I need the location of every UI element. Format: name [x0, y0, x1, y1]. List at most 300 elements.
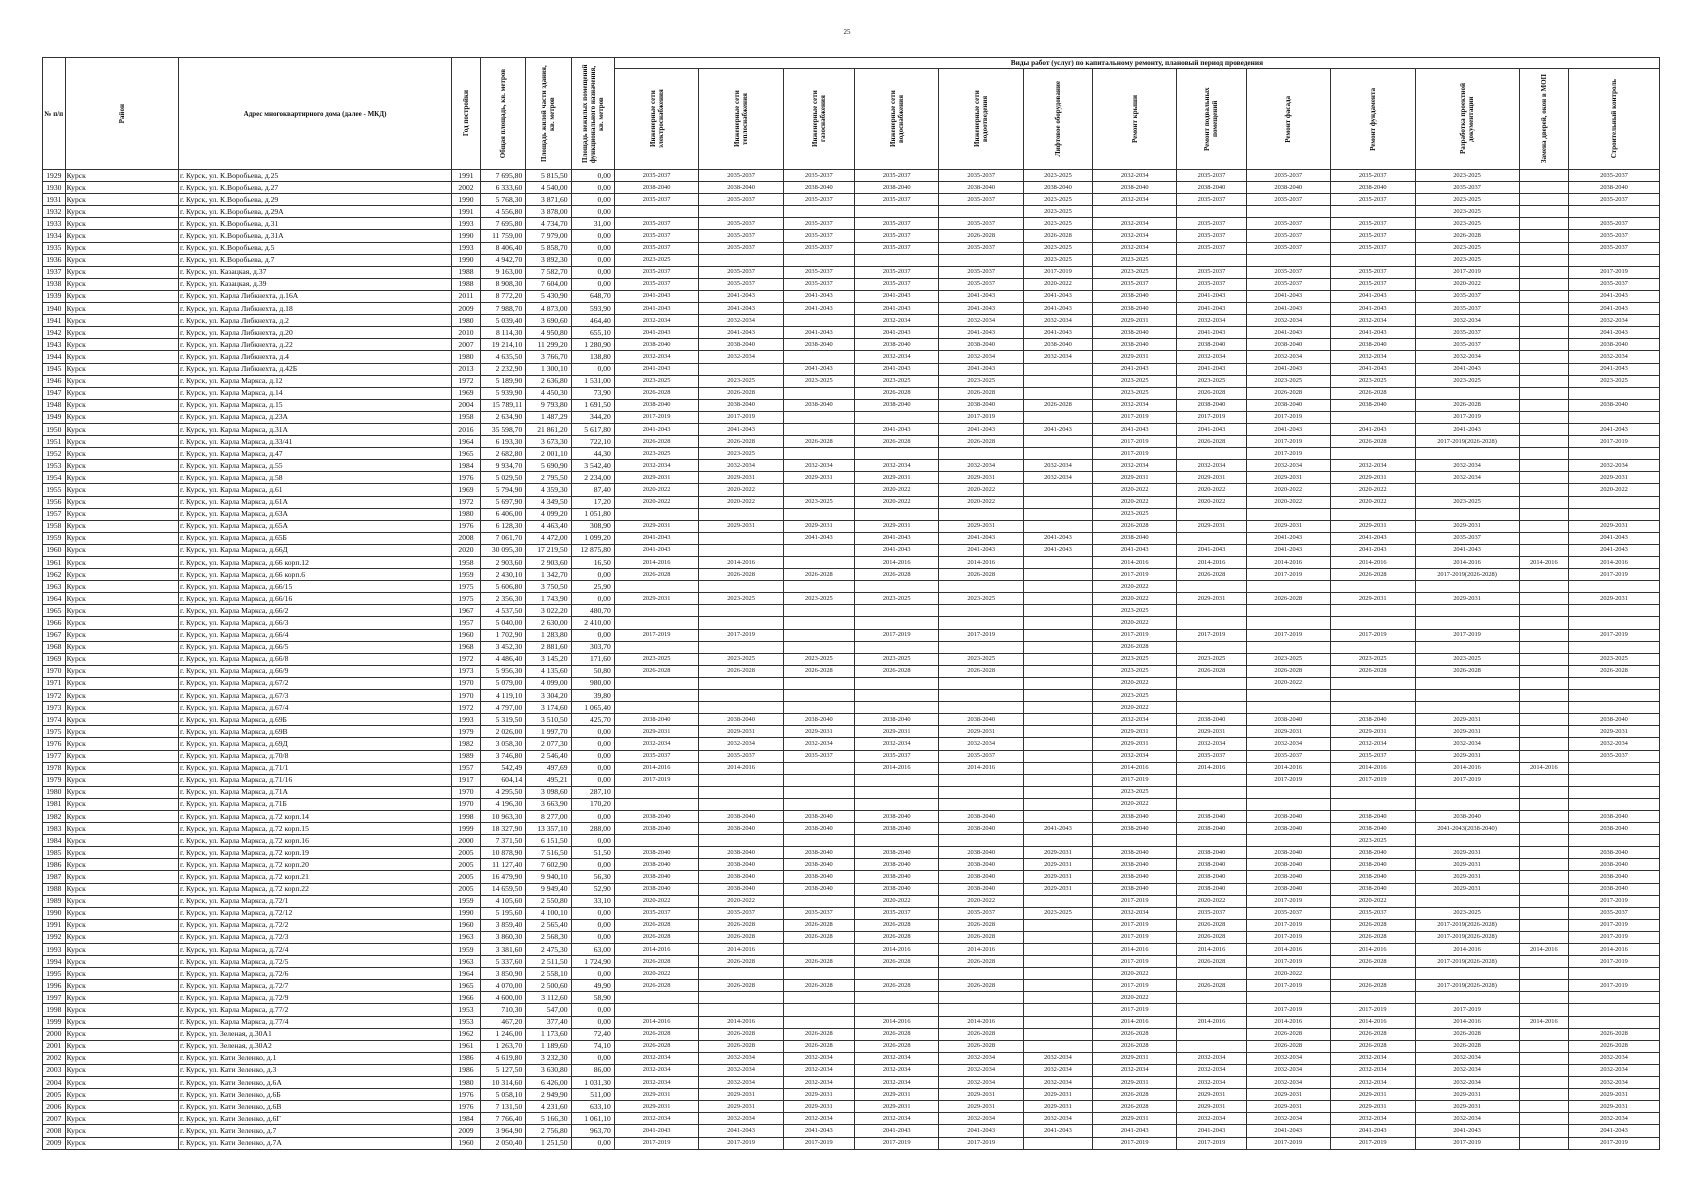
row-work-period: 2032-2034 [1569, 1113, 1660, 1125]
row-work-period [1023, 690, 1092, 702]
row-work-period: 2029-2031 [699, 1101, 784, 1113]
row-address: г. Курск, ул. Карла Маркса, д.66/4 [179, 629, 452, 641]
row-index: 1937 [43, 266, 66, 278]
row-work-period: 2041-2043 [1177, 544, 1246, 556]
row-work-period: 2017-2019 [699, 1137, 784, 1149]
row-work-period: 2014-2016 [1092, 762, 1177, 774]
row-work-period [699, 774, 784, 786]
row-work-period: 2026-2028 [854, 665, 939, 677]
row-district: Курск [65, 992, 178, 1004]
row-work-period: 2017-2019 [1331, 629, 1416, 641]
row-work-period [783, 508, 854, 520]
row-work-period: 2026-2028 [854, 387, 939, 399]
row-work-period [614, 581, 699, 593]
row-living-area: 3 878,00 [526, 206, 571, 218]
row-district: Курск [65, 653, 178, 665]
row-total-area: 3 452,30 [480, 641, 525, 653]
row-work-period: 2029-2031 [939, 1089, 1024, 1101]
row-year: 1972 [452, 702, 481, 714]
row-district: Курск [65, 835, 178, 847]
row-total-area: 7 131,50 [480, 1101, 525, 1113]
row-work-period: 2014-2016 [1331, 762, 1416, 774]
row-work-period [1569, 702, 1660, 714]
row-work-period [1519, 254, 1568, 266]
row-work-period [783, 944, 854, 956]
row-work-period [783, 629, 854, 641]
row-work-period: 2032-2034 [1415, 351, 1519, 363]
row-work-period [1023, 726, 1092, 738]
row-district: Курск [65, 641, 178, 653]
row-work-period: 2023-2025 [1331, 653, 1416, 665]
row-work-period: 2038-2040 [1331, 714, 1416, 726]
row-year: 1972 [452, 653, 481, 665]
row-district: Курск [65, 762, 178, 774]
row-work-period: 2038-2040 [1092, 859, 1177, 871]
row-index: 1987 [43, 871, 66, 883]
row-work-period: 2032-2034 [1415, 472, 1519, 484]
header-work-label: Ремонт фасада [1284, 95, 1293, 143]
row-work-period [939, 968, 1024, 980]
row-work-period [1519, 968, 1568, 980]
row-work-period [1331, 702, 1416, 714]
row-work-period: 2020-2022 [1331, 895, 1416, 907]
row-work-period: 2026-2028 [699, 919, 784, 931]
row-work-period: 2032-2034 [1177, 1113, 1246, 1125]
row-work-period: 2035-2037 [939, 194, 1024, 206]
row-total-area: 10 314,60 [480, 1077, 525, 1089]
row-work-period: 2035-2037 [939, 170, 1024, 182]
row-address: г. Курск, ул. Карла Маркса, д.12 [179, 375, 452, 387]
row-work-period [1519, 665, 1568, 677]
row-district: Курск [65, 194, 178, 206]
row-work-period: 2029-2031 [1415, 726, 1519, 738]
row-total-area: 8 908,30 [480, 278, 525, 290]
row-work-period: 2032-2034 [1177, 1077, 1246, 1089]
row-work-period [1415, 702, 1519, 714]
table-row [43, 411, 1660, 423]
row-work-period: 2017-2019 [1569, 266, 1660, 278]
row-nonliving-area: 3 542,40 [571, 460, 614, 472]
row-work-period [1177, 992, 1246, 1004]
row-work-period: 2026-2028 [1415, 399, 1519, 411]
row-work-period: 2020-2022 [1092, 617, 1177, 629]
row-work-period: 2032-2034 [1415, 1077, 1519, 1089]
row-year: 1972 [452, 496, 481, 508]
row-work-period: 2041-2043 [1246, 290, 1331, 302]
row-work-period: 2029-2031 [1092, 315, 1177, 327]
table-row [43, 593, 1660, 605]
row-year: 1970 [452, 798, 481, 810]
row-work-period: 2041-2043 [854, 327, 939, 339]
row-address: г. Курск, ул. Карла Маркса, д.71/1 [179, 762, 452, 774]
row-work-period [614, 641, 699, 653]
row-work-period [1569, 411, 1660, 423]
row-nonliving-area: 0,00 [571, 835, 614, 847]
row-total-area: 5 697,90 [480, 496, 525, 508]
row-nonliving-area: 0,00 [571, 726, 614, 738]
row-work-period: 2038-2040 [1569, 182, 1660, 194]
row-living-area: 9 949,40 [526, 883, 571, 895]
row-work-period [1519, 919, 1568, 931]
row-index: 1929 [43, 170, 66, 182]
row-work-period: 2038-2040 [1177, 399, 1246, 411]
row-year: 1963 [452, 956, 481, 968]
row-nonliving-area: 1 065,40 [571, 702, 614, 714]
row-work-period: 2038-2040 [1092, 182, 1177, 194]
row-work-period [699, 617, 784, 629]
row-index: 1997 [43, 992, 66, 1004]
row-work-period: 2035-2037 [1246, 907, 1331, 919]
row-nonliving-area: 0,00 [571, 230, 614, 242]
row-work-period: 2035-2037 [783, 907, 854, 919]
row-work-period: 2029-2031 [783, 726, 854, 738]
row-work-period: 2026-2028 [1569, 665, 1660, 677]
row-work-period: 2032-2034 [1092, 1064, 1177, 1076]
row-work-period [1519, 617, 1568, 629]
row-district: Курск [65, 1004, 178, 1016]
row-work-period: 2038-2040 [1092, 810, 1177, 822]
table-row [43, 448, 1660, 460]
row-work-period [614, 835, 699, 847]
row-work-period: 2023-2025 [1569, 653, 1660, 665]
header-work-12 [1569, 69, 1660, 170]
table-row [43, 726, 1660, 738]
row-work-period: 2041-2043 [1569, 303, 1660, 315]
row-index: 2000 [43, 1028, 66, 1040]
row-work-period: 2029-2031 [1331, 593, 1416, 605]
row-work-period [1023, 992, 1092, 1004]
row-work-period: 2017-2019 [1092, 774, 1177, 786]
row-work-period [1023, 1137, 1092, 1149]
row-work-period [1569, 786, 1660, 798]
row-work-period: 2041-2043 [1177, 303, 1246, 315]
row-work-period: 2029-2031 [1415, 714, 1519, 726]
row-work-period [783, 835, 854, 847]
row-work-period: 2041-2043 [854, 303, 939, 315]
row-work-period: 2032-2034 [854, 315, 939, 327]
table-row [43, 206, 1660, 218]
row-total-area: 3 859,40 [480, 919, 525, 931]
row-work-period [1331, 254, 1416, 266]
row-work-period [1246, 581, 1331, 593]
row-work-period [1023, 605, 1092, 617]
row-work-period: 2035-2037 [1177, 242, 1246, 254]
row-work-period: 2041-2043 [614, 303, 699, 315]
row-district: Курск [65, 859, 178, 871]
row-work-period: 2041-2043 [614, 290, 699, 302]
header-living-area [526, 58, 571, 170]
row-address: г. Курск, ул. Карла Маркса, д.69Д [179, 738, 452, 750]
table-row [43, 303, 1660, 315]
row-nonliving-area: 480,70 [571, 605, 614, 617]
row-work-period: 2020-2022 [1092, 798, 1177, 810]
row-district: Курск [65, 738, 178, 750]
row-work-period: 2014-2016 [1331, 557, 1416, 569]
row-work-period: 2029-2031 [1331, 726, 1416, 738]
header-work-7 [1177, 69, 1246, 170]
row-year: 1953 [452, 1004, 481, 1016]
row-index: 1994 [43, 956, 66, 968]
row-work-period [699, 992, 784, 1004]
row-year: 2005 [452, 859, 481, 871]
row-work-period [1023, 810, 1092, 822]
row-work-period: 2026-2028 [614, 956, 699, 968]
row-work-period: 2041-2043 [939, 1125, 1024, 1137]
row-work-period [1331, 786, 1416, 798]
row-work-period: 2017-2019 [1092, 1137, 1177, 1149]
row-index: 1952 [43, 448, 66, 460]
row-work-period: 2026-2028 [699, 1028, 784, 1040]
row-work-period: 2038-2040 [783, 714, 854, 726]
row-address: г. Курск, ул. Карла Либкнехта, д.2 [179, 315, 452, 327]
row-work-period [1569, 677, 1660, 689]
row-work-period: 2035-2037 [1246, 170, 1331, 182]
row-work-period [1569, 774, 1660, 786]
row-work-period: 2038-2040 [1177, 847, 1246, 859]
row-address: г. Курск, ул. Карла Маркса, д.15 [179, 399, 452, 411]
row-work-period: 2038-2040 [854, 847, 939, 859]
table-row [43, 835, 1660, 847]
row-work-period [1331, 641, 1416, 653]
row-nonliving-area: 303,70 [571, 641, 614, 653]
row-work-period [1415, 895, 1519, 907]
row-work-period: 2017-2019 [1415, 774, 1519, 786]
row-nonliving-area: 33,10 [571, 895, 614, 907]
row-work-period [939, 448, 1024, 460]
row-work-period: 2023-2025 [1023, 218, 1092, 230]
row-work-period: 2026-2028 [854, 436, 939, 448]
row-nonliving-area: 86,00 [571, 1064, 614, 1076]
row-work-period [1331, 690, 1416, 702]
row-work-period: 2038-2040 [854, 859, 939, 871]
row-work-period: 2038-2040 [1177, 714, 1246, 726]
row-work-period: 2026-2028 [854, 980, 939, 992]
row-work-period: 2023-2025 [939, 375, 1024, 387]
row-work-period: 2041-2043 [1023, 303, 1092, 315]
table-row [43, 532, 1660, 544]
row-work-period: 2035-2037 [1177, 194, 1246, 206]
row-work-period [783, 411, 854, 423]
row-work-period [1023, 1016, 1092, 1028]
row-year: 1964 [452, 968, 481, 980]
row-living-area: 2 903,60 [526, 557, 571, 569]
row-work-period [1519, 653, 1568, 665]
row-work-period [1569, 254, 1660, 266]
row-year: 1984 [452, 460, 481, 472]
row-year: 1953 [452, 1016, 481, 1028]
row-year: 1990 [452, 254, 481, 266]
row-work-period: 2041-2043 [1569, 544, 1660, 556]
row-index: 1960 [43, 544, 66, 556]
row-work-period: 2026-2028 [1092, 1028, 1177, 1040]
row-work-period: 2014-2016 [614, 944, 699, 956]
row-work-period [1177, 1004, 1246, 1016]
row-work-period: 2038-2040 [1177, 182, 1246, 194]
row-district: Курск [65, 726, 178, 738]
row-work-period [1177, 677, 1246, 689]
row-work-period [1519, 786, 1568, 798]
row-work-period: 2023-2025 [854, 593, 939, 605]
row-district: Курск [65, 557, 178, 569]
row-district: Курск [65, 544, 178, 556]
row-work-period [1519, 629, 1568, 641]
row-work-period: 2026-2028 [1331, 919, 1416, 931]
row-work-period: 2017-2019 [699, 629, 784, 641]
row-work-period: 2017-2019 [1092, 411, 1177, 423]
row-work-period: 2038-2040 [1246, 847, 1331, 859]
row-work-period: 2038-2040 [1569, 339, 1660, 351]
row-index: 1984 [43, 835, 66, 847]
row-nonliving-area: 0,00 [571, 182, 614, 194]
row-work-period [1177, 581, 1246, 593]
row-living-area: 2 500,60 [526, 980, 571, 992]
row-address: г. Курск, ул. Карла Маркса, д.72/2 [179, 919, 452, 931]
row-work-period [854, 581, 939, 593]
row-work-period [1177, 532, 1246, 544]
row-work-period [854, 508, 939, 520]
row-work-period: 2041-2043 [1569, 327, 1660, 339]
table-row [43, 327, 1660, 339]
row-nonliving-area: 2 410,00 [571, 617, 614, 629]
row-work-period: 2032-2034 [1331, 315, 1416, 327]
row-work-period: 2023-2025 [1092, 508, 1177, 520]
row-work-period: 2038-2040 [1246, 883, 1331, 895]
row-district: Курск [65, 266, 178, 278]
row-nonliving-area: 1 691,50 [571, 399, 614, 411]
row-district: Курск [65, 411, 178, 423]
row-index: 1981 [43, 798, 66, 810]
row-total-area: 5 040,00 [480, 617, 525, 629]
row-work-period [1519, 544, 1568, 556]
table-row [43, 290, 1660, 302]
row-year: 1986 [452, 1052, 481, 1064]
row-work-period: 2026-2028 [1092, 1089, 1177, 1101]
row-index: 1971 [43, 677, 66, 689]
row-work-period: 2041-2043 [1331, 327, 1416, 339]
capital-repair-table-wrap [42, 57, 1660, 1150]
row-work-period: 2035-2037 [614, 266, 699, 278]
row-address: г. Курск, ул. Карла Маркса, д.72/4 [179, 944, 452, 956]
row-work-period: 2026-2028 [699, 569, 784, 581]
row-work-period [783, 774, 854, 786]
row-district: Курск [65, 1101, 178, 1113]
row-work-period: 2038-2040 [783, 339, 854, 351]
row-index: 1941 [43, 315, 66, 327]
row-work-period: 2026-2028 [1415, 665, 1519, 677]
row-work-period: 2023-2025 [1415, 206, 1519, 218]
row-nonliving-area: 633,10 [571, 1101, 614, 1113]
row-index: 1934 [43, 230, 66, 242]
row-work-period: 2032-2034 [1246, 460, 1331, 472]
row-work-period: 2017-2019(2026-2028) [1415, 956, 1519, 968]
row-work-period: 2035-2037 [699, 170, 784, 182]
row-total-area: 6 406,00 [480, 508, 525, 520]
row-district: Курск [65, 617, 178, 629]
row-year: 1965 [452, 980, 481, 992]
row-work-period: 2020-2022 [614, 895, 699, 907]
row-year: 1960 [452, 919, 481, 931]
row-work-period: 2038-2040 [699, 859, 784, 871]
row-work-period: 2038-2040 [1569, 714, 1660, 726]
row-work-period: 2035-2037 [1569, 907, 1660, 919]
row-living-area: 7 602,90 [526, 859, 571, 871]
row-work-period: 2035-2037 [1246, 278, 1331, 290]
row-index: 1935 [43, 242, 66, 254]
row-work-period: 2032-2034 [1569, 1077, 1660, 1089]
row-work-period: 2014-2016 [939, 1016, 1024, 1028]
row-work-period: 2020-2022 [1092, 496, 1177, 508]
table-row [43, 883, 1660, 895]
row-work-period: 2026-2028 [614, 1040, 699, 1052]
row-work-period: 2029-2031 [1177, 726, 1246, 738]
row-index: 1930 [43, 182, 66, 194]
row-index: 2007 [43, 1113, 66, 1125]
row-district: Курск [65, 1016, 178, 1028]
row-district: Курск [65, 786, 178, 798]
row-work-period [783, 786, 854, 798]
row-work-period [1023, 629, 1092, 641]
row-work-period [1519, 411, 1568, 423]
row-living-area: 3 304,20 [526, 690, 571, 702]
row-work-period: 2041-2043 [1023, 544, 1092, 556]
row-work-period: 2041-2043 [1331, 532, 1416, 544]
row-nonliving-area: 72,40 [571, 1028, 614, 1040]
row-work-period: 2014-2016 [1246, 557, 1331, 569]
table-row [43, 810, 1660, 822]
row-work-period: 2020-2022 [1092, 593, 1177, 605]
table-row [43, 774, 1660, 786]
row-work-period: 2029-2031 [1177, 472, 1246, 484]
row-year: 1960 [452, 629, 481, 641]
row-work-period: 2032-2034 [1092, 460, 1177, 472]
header-work-label: Замена дверей, окон в МОП [1539, 74, 1548, 164]
row-work-period: 2029-2031 [1246, 1101, 1331, 1113]
row-work-period: 2023-2025 [614, 448, 699, 460]
row-nonliving-area: 1 280,90 [571, 339, 614, 351]
row-work-period: 2017-2019 [854, 629, 939, 641]
row-nonliving-area: 0,00 [571, 569, 614, 581]
row-work-period: 2017-2019 [1177, 629, 1246, 641]
row-total-area: 5 768,30 [480, 194, 525, 206]
row-work-period: 2026-2028 [699, 665, 784, 677]
row-work-period [1519, 569, 1568, 581]
row-work-period: 2032-2034 [614, 460, 699, 472]
row-work-period: 2023-2025 [1177, 375, 1246, 387]
row-address: г. Курск, ул. Карла Маркса, д.33/41 [179, 436, 452, 448]
row-total-area: 5 606,80 [480, 581, 525, 593]
row-index: 1969 [43, 653, 66, 665]
row-work-period [1569, 581, 1660, 593]
row-index: 1986 [43, 859, 66, 871]
row-work-period [1519, 690, 1568, 702]
row-address: г. Курск, ул. Карла Маркса, д.66/16 [179, 593, 452, 605]
row-work-period: 2032-2034 [1023, 1113, 1092, 1125]
row-work-period: 2023-2025 [1023, 907, 1092, 919]
row-work-period: 2020-2022 [1092, 968, 1177, 980]
header-work-label: Лифтовое оборудование [1053, 81, 1062, 157]
row-nonliving-area: 52,90 [571, 883, 614, 895]
row-work-period: 2038-2040 [1092, 290, 1177, 302]
header-work-label: Ремонт подвальных помещений [1203, 87, 1220, 151]
row-work-period [1177, 206, 1246, 218]
row-index: 1996 [43, 980, 66, 992]
row-work-period: 2038-2040 [614, 399, 699, 411]
row-work-period: 2017-2019 [614, 411, 699, 423]
row-address: г. Курск, ул. Карла Маркса, д.70/8 [179, 750, 452, 762]
table-row [43, 823, 1660, 835]
row-living-area: 1 487,29 [526, 411, 571, 423]
row-work-period: 2026-2028 [1331, 665, 1416, 677]
